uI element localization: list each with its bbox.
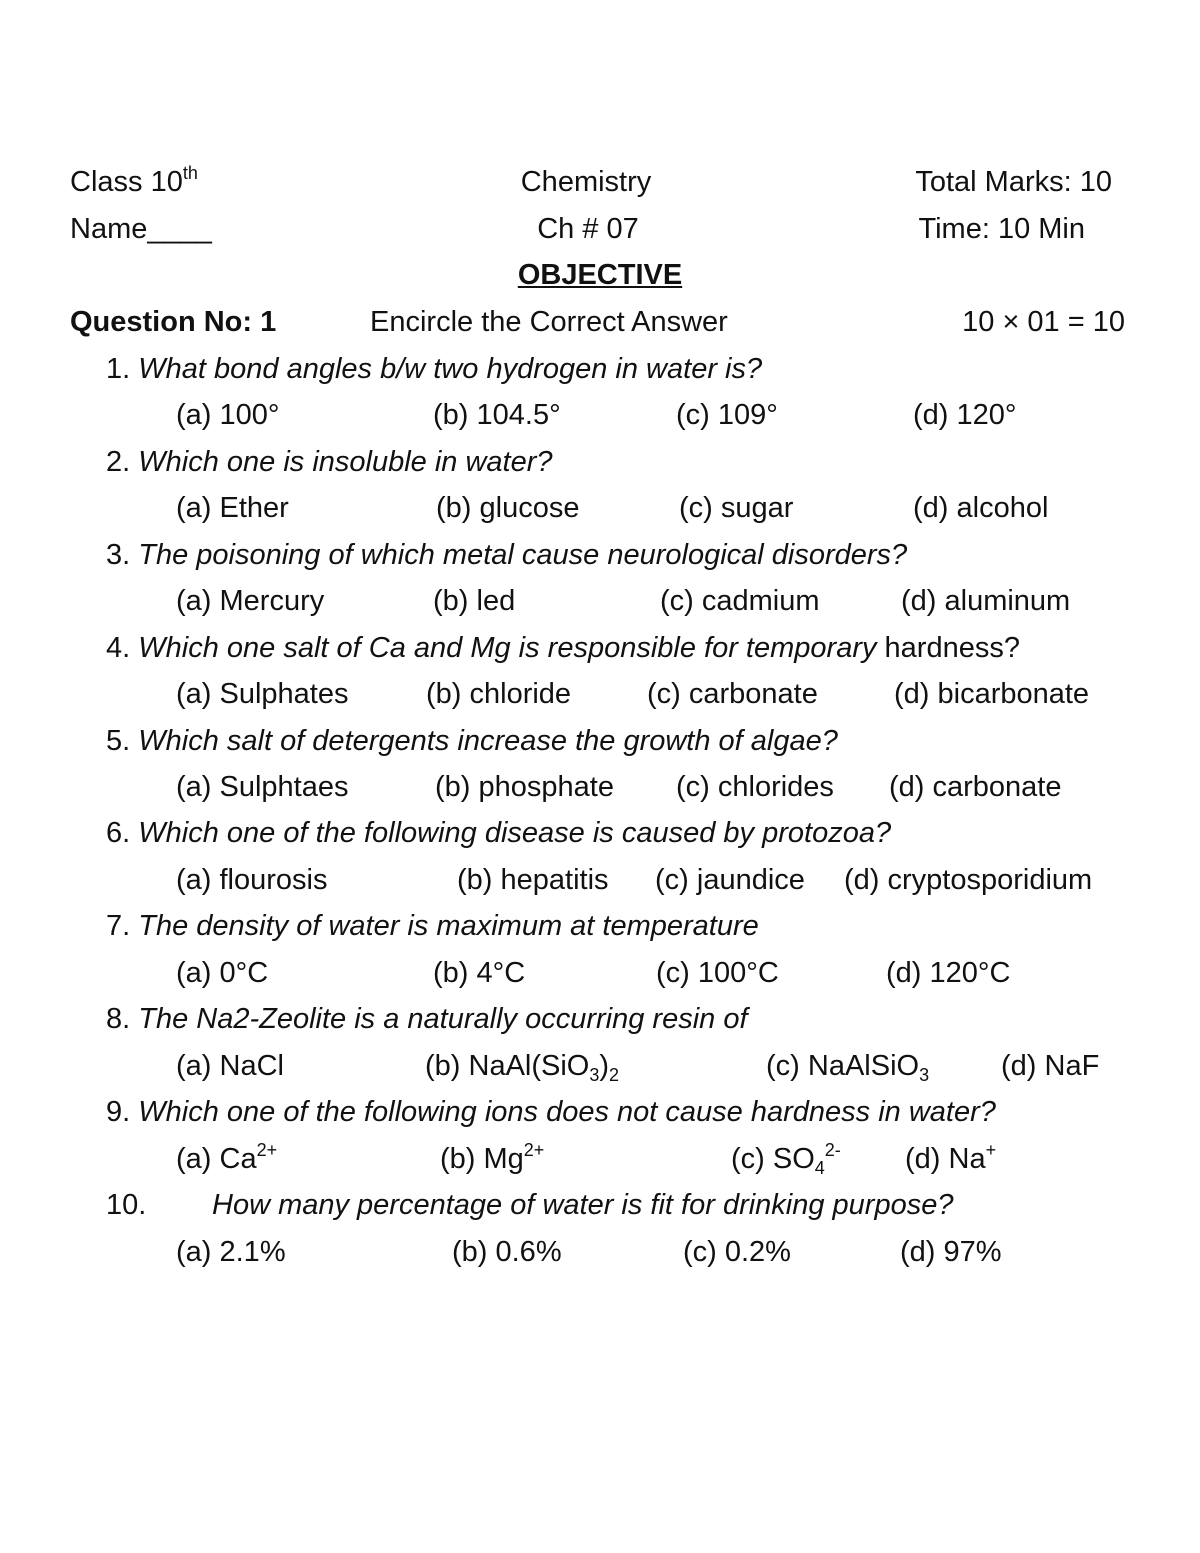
option-d: (d) cryptosporidium — [844, 864, 1093, 896]
option-d: (d) alcohol — [913, 492, 1049, 524]
option-a: (a) Mercury — [176, 585, 325, 617]
option-d: (d) 97% — [900, 1236, 1002, 1268]
option-a: (a) flourosis — [176, 864, 328, 896]
option-c: (c) chlorides — [676, 771, 834, 803]
option-d: (d) aluminum — [901, 585, 1071, 617]
question-text: 4. Which one salt of Ca and Mg is responsible for temporary hardness? — [106, 632, 1020, 664]
option-a: (a) 100° — [176, 399, 280, 431]
option-c: (c) jaundice — [655, 864, 805, 896]
instruction-text: Encircle the Correct Answer — [370, 306, 728, 338]
question-text: How many percentage of water is fit for drinking purpose? — [212, 1189, 954, 1221]
option-b: (b) 104.5° — [433, 399, 561, 431]
question-text: 3. The poisoning of which metal cause neurological disorders? — [106, 539, 908, 571]
option-d: (d) carbonate — [889, 771, 1062, 803]
subject-label: Chemistry — [520, 166, 652, 198]
option-a: (a) NaCl — [176, 1050, 284, 1082]
option-d: (d) Na+ — [905, 1140, 997, 1175]
option-c: (c) 0.2% — [683, 1236, 791, 1268]
option-d: (d) NaF — [1001, 1050, 1100, 1082]
option-c: (c) carbonate — [647, 678, 818, 710]
class-label: Class 10th — [70, 163, 198, 198]
total-marks: Total Marks: 10 — [915, 166, 1112, 198]
marks-formula: 10 × 01 = 10 — [962, 306, 1125, 338]
question-text: 7. The density of water is maximum at temperature — [106, 910, 759, 942]
option-b: (b) glucose — [436, 492, 580, 524]
option-d: (d) 120°C — [886, 957, 1011, 989]
option-b: (b) 0.6% — [452, 1236, 562, 1268]
option-a: (a) 0°C — [176, 957, 269, 989]
option-a: (a) Sulphates — [176, 678, 349, 710]
question-number: 10. — [106, 1189, 147, 1221]
option-c: (c) sugar — [679, 492, 794, 524]
question-text: 8. The Na2-Zeolite is a naturally occurring resin of — [106, 1003, 748, 1035]
question-text: 5. Which salt of detergents increase the growth of algae? — [106, 725, 838, 757]
option-c: (c) NaAlSiO$_3$ — [766, 1050, 930, 1085]
option-b: (b) $Mg^{2+}$ — [440, 1140, 545, 1175]
time-label: Time: 10 Min — [918, 213, 1085, 245]
option-b: (b) led — [433, 585, 516, 617]
option-d: (d) bicarbonate — [894, 678, 1090, 710]
option-b: (b) phosphate — [435, 771, 614, 803]
name-field-label: Name____ — [70, 213, 212, 245]
option-c: (c) cadmium — [660, 585, 820, 617]
option-b: (b) hepatitis — [457, 864, 609, 896]
question-text: 9. Which one of the following ions does not cause hardness in water? — [106, 1096, 996, 1128]
option-c: (c) $SO_4^{2-}$ — [731, 1140, 841, 1178]
chapter-label: Ch # 07 — [537, 213, 639, 245]
option-a: (a) 2.1% — [176, 1236, 286, 1268]
option-b: (b) 4°C — [433, 957, 526, 989]
question-text: 6. Which one of the following disease is caused by protozoa? — [106, 817, 892, 849]
question-number-heading: Question No: 1 — [70, 306, 277, 338]
section-title: OBJECTIVE — [517, 259, 683, 291]
question-text: 2. Which one is insoluble in water? — [106, 446, 553, 478]
option-b: (b) chloride — [426, 678, 572, 710]
option-d: (d) 120° — [913, 399, 1017, 431]
question-text: 1. What bond angles b/w two hydrogen in water is? — [106, 353, 763, 385]
option-a: (a) Sulphtaes — [176, 771, 349, 803]
option-c: (c) 100°C — [656, 957, 779, 989]
option-a: (a) $Ca^{2+}$ — [176, 1140, 278, 1175]
option-b: (b) $NaAl(SiO_3)_2$ — [425, 1050, 620, 1085]
option-c: (c) 109° — [676, 399, 778, 431]
option-a: (a) Ether — [176, 492, 289, 524]
